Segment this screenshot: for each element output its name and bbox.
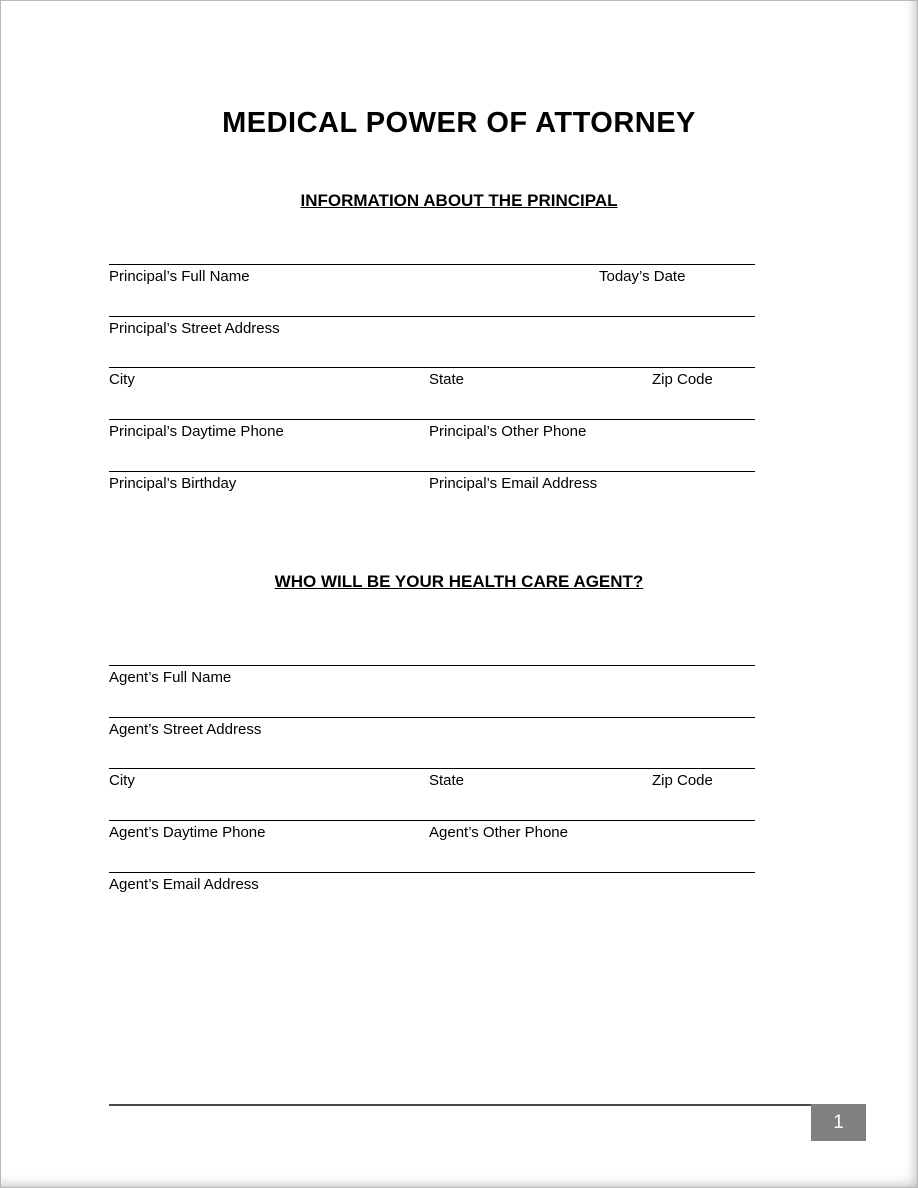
page-number-badge	[811, 1104, 866, 1141]
principal-street-address-label: Principal’s Street Address	[109, 320, 280, 337]
principal-birthday-label: Principal’s Birthday	[109, 475, 237, 492]
principal-email-label: Principal’s Email Address	[429, 475, 598, 492]
agent-zip-label: Zip Code	[652, 772, 713, 789]
principal-city-state-zip-row	[109, 367, 755, 391]
todays-date-label: Today’s Date	[599, 268, 686, 285]
principal-zip-label: Zip Code	[652, 371, 713, 388]
principal-phones-row	[109, 419, 755, 443]
principal-birthday-email-row	[109, 471, 755, 495]
principal-daytime-phone-label: Principal’s Daytime Phone	[109, 423, 284, 440]
agent-email-row	[109, 872, 755, 896]
agent-full-name-label: Agent’s Full Name	[109, 669, 232, 686]
document-title: MEDICAL POWER OF ATTORNEY	[222, 107, 696, 139]
principal-full-name-label: Principal’s Full Name	[109, 268, 250, 285]
agent-phones-row	[109, 820, 755, 844]
footer-rule	[109, 1104, 811, 1106]
agent-other-phone-label: Agent’s Other Phone	[429, 824, 568, 841]
page-number: 1	[833, 1111, 844, 1133]
agent-city-label: City	[109, 772, 135, 789]
principal-state-label: State	[429, 371, 465, 388]
principal-other-phone-label: Principal’s Other Phone	[429, 423, 587, 440]
agent-email-label: Agent’s Email Address	[109, 876, 259, 893]
agent-full-name-row	[109, 665, 755, 689]
agent-state-label: State	[429, 772, 465, 789]
agent-street-address-row	[109, 717, 755, 741]
principal-street-address-row	[109, 316, 755, 340]
agent-daytime-phone-label: Agent’s Daytime Phone	[109, 824, 266, 841]
agent-city-state-zip-row	[109, 768, 755, 792]
agent-section-heading: WHO WILL BE YOUR HEALTH CARE AGENT?	[274, 572, 644, 591]
principal-city-label: City	[109, 371, 135, 388]
principal-section-heading: INFORMATION ABOUT THE PRINCIPAL	[300, 191, 618, 210]
principal-name-date-row	[109, 264, 755, 288]
agent-street-address-label: Agent’s Street Address	[109, 721, 262, 738]
